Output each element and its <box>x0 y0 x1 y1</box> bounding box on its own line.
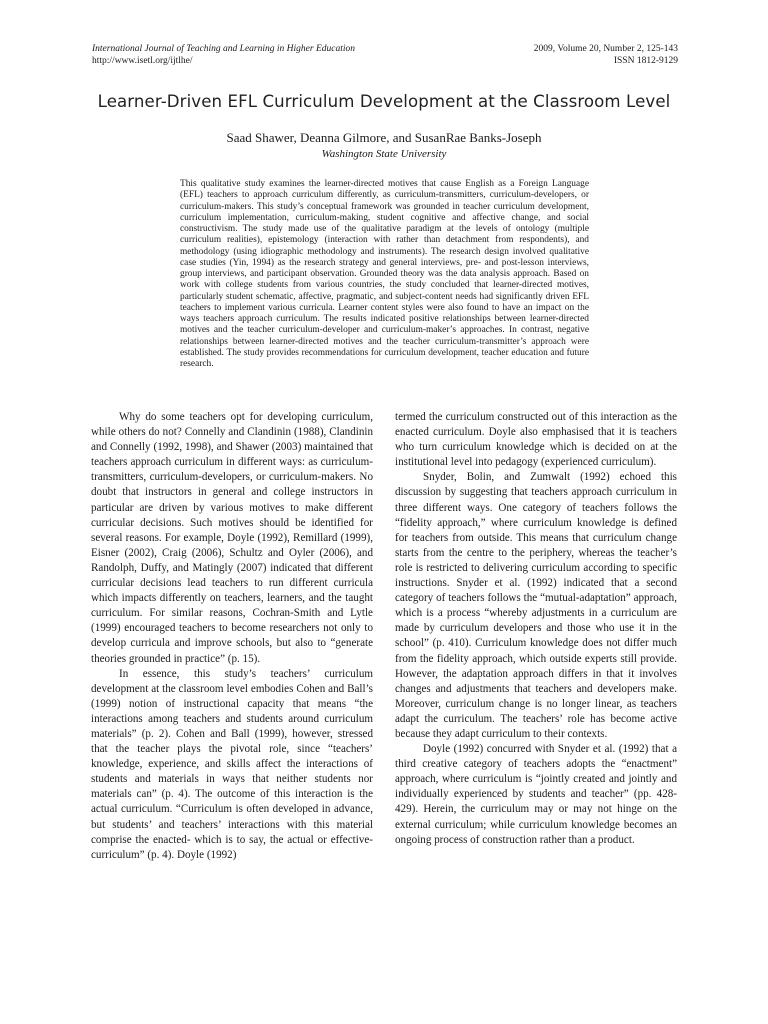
affiliation: Washington State University <box>321 148 447 160</box>
abstract: This qualitative study examines the learner-directed motives that cause English as a Foreign Language (EFL) teachers to approach curriculum differently, as curriculum-transmitters, curriculum-developers, or curriculum-makers. This study’s conceptual framework was grounded in teacher curriculum development, curriculum implementation, curriculum-making, student cognitive and affective change, and social constructivism. The study made use of the qualitative paradigm at the levels of ontology (multiple curriculum realities), epistemology (interaction with rather than detachment from respondents), and methodology (using idiographic methodology and instruments). The research design involved qualitative case studies (Yin, 1994) as the research strategy and general interviews, pre- and post-lesson interviews, group interviews, and participant observation. Grounded theory was the data analysis approach. Based on work with college students from various countries, the study concluded that learner-directed motives, particularly student schematic, affective, pragmatic, and subject-content needs had significantly driven EFL teachers to implement various curricula. Learner content styles were also found to have an impact on the ways teachers approach curriculum. The results indicated positive relationships between learner-directed motives and the teacher curriculum-developer and curriculum-maker’s approaches. In contrast, negative relationships between learner-directed motives and the teacher curriculum-transmitter’s approach were established. The study provides recommendations for curriculum development, teacher education and future research. <box>180 179 589 369</box>
body-column-right <box>395 410 677 848</box>
paragraph: In essence, this study’s teachers’ curriculum development at the classroom level embodies Cohen and Ball’s (1999) notion of instructional capacity that means “the interactions among teachers and students around curriculum materials” (p. 2). Cohen and Ball (1999), however, stressed that the teacher plays the pivotal role, since “teachers’ knowledge, experience, and skills affect the interactions of students and materials in ways that neither students nor materials can” (p. 4). The outcome of this interaction is the actual curriculum. “Curriculum is often developed in advance, but students’ and teachers’ interactions with this material comprise the enacted- which is to say, the actual or effective- curriculum” (p. 4). Doyle (1992) <box>91 667 373 861</box>
issn: ISSN 1812-9129 <box>613 56 678 66</box>
issue-info: 2009, Volume 20, Number 2, 125-143 <box>533 44 678 54</box>
running-header-left <box>92 43 355 67</box>
paragraph: termed the curriculum constructed out of this interaction as the enacted curriculum. Doyle also emphasised that it is teachers who turn curriculum knowledge which is decided on at the institutional level into pedagogy (experienced curriculum). <box>395 411 677 469</box>
running-header-right <box>534 43 678 67</box>
paragraph: Why do some teachers opt for developing curriculum, while others do not? Connelly and Clandinin (1988), Clandinin and Connelly (1992, 1998), and Shawer (2003) maintained that teachers approach curriculum in different ways: as curriculum-transmitters, curriculum-developers, or curriculum-makers. No doubt that instructors in general and college instructors in particular are driven by various motives to make different curricular decisions. Such motives should be identified for several reasons. For example, Doyle (1992), Remillard (1999), Eisner (2002), Craig (2006), Schultz and Oyler (2006), and Randolph, Duffy, and Matingly (2007) indicated that different curricular decisions lead teachers to run different curricula which impacts differently on teachers, learners, and the taught curriculum. For similar reasons, Cochran-Smith and Lytle (1999) encouraged teachers to become researchers not only to develop curricula and improve schools, but also to “generate theories grounded in practice” (p. 15). <box>91 411 373 665</box>
paragraph: Doyle (1992) concurred with Snyder et al. (1992) that a third creative category of teachers adopts the “enactment” approach, where curriculum is “jointly created and jointly and individually experienced by students and teacher” (pp. 428-429). Herein, the curriculum may or may not hinge on the external curriculum; while curriculum knowledge becomes an ongoing process of construction rather than a product. <box>395 743 677 846</box>
author-list: Saad Shawer, Deanna Gilmore, and SusanRae Banks-Joseph <box>226 130 542 145</box>
body-column-left <box>91 410 373 863</box>
journal-url[interactable]: http://www.isetl.org/ijtlhe/ <box>92 56 193 66</box>
journal-name: International Journal of Teaching and Learning in Higher Education <box>92 44 355 54</box>
paragraph: Snyder, Bolin, and Zumwalt (1992) echoed this discussion by suggesting that teachers approach curriculum in three different ways. One category of teachers follows the “fidelity approach,” where curriculum knowledge is defined for teachers from outside. This means that curriculum change starts from the centre to the periphery, whereas the teacher’s role is restricted to delivering curriculum according to specific instructions. Snyder et al. (1992) indicated that a second category of teachers follows the “mutual-adaptation” approach, which is a process “whereby adjustments in a curriculum are made by curriculum developers and those who use it in the school” (p. 410). Curriculum knowledge does not differ much from the fidelity approach, which outside experts still provide. However, the adaptation approach differs in that it involves changes and adjustments that teachers and developers make. Moreover, curriculum change is no longer linear, as teachers adapt the curriculum. The teachers’ role has become active because they adapt curriculum to their contexts. <box>395 471 677 740</box>
article-title: Learner-Driven EFL Curriculum Development at the Classroom Level <box>97 92 671 111</box>
